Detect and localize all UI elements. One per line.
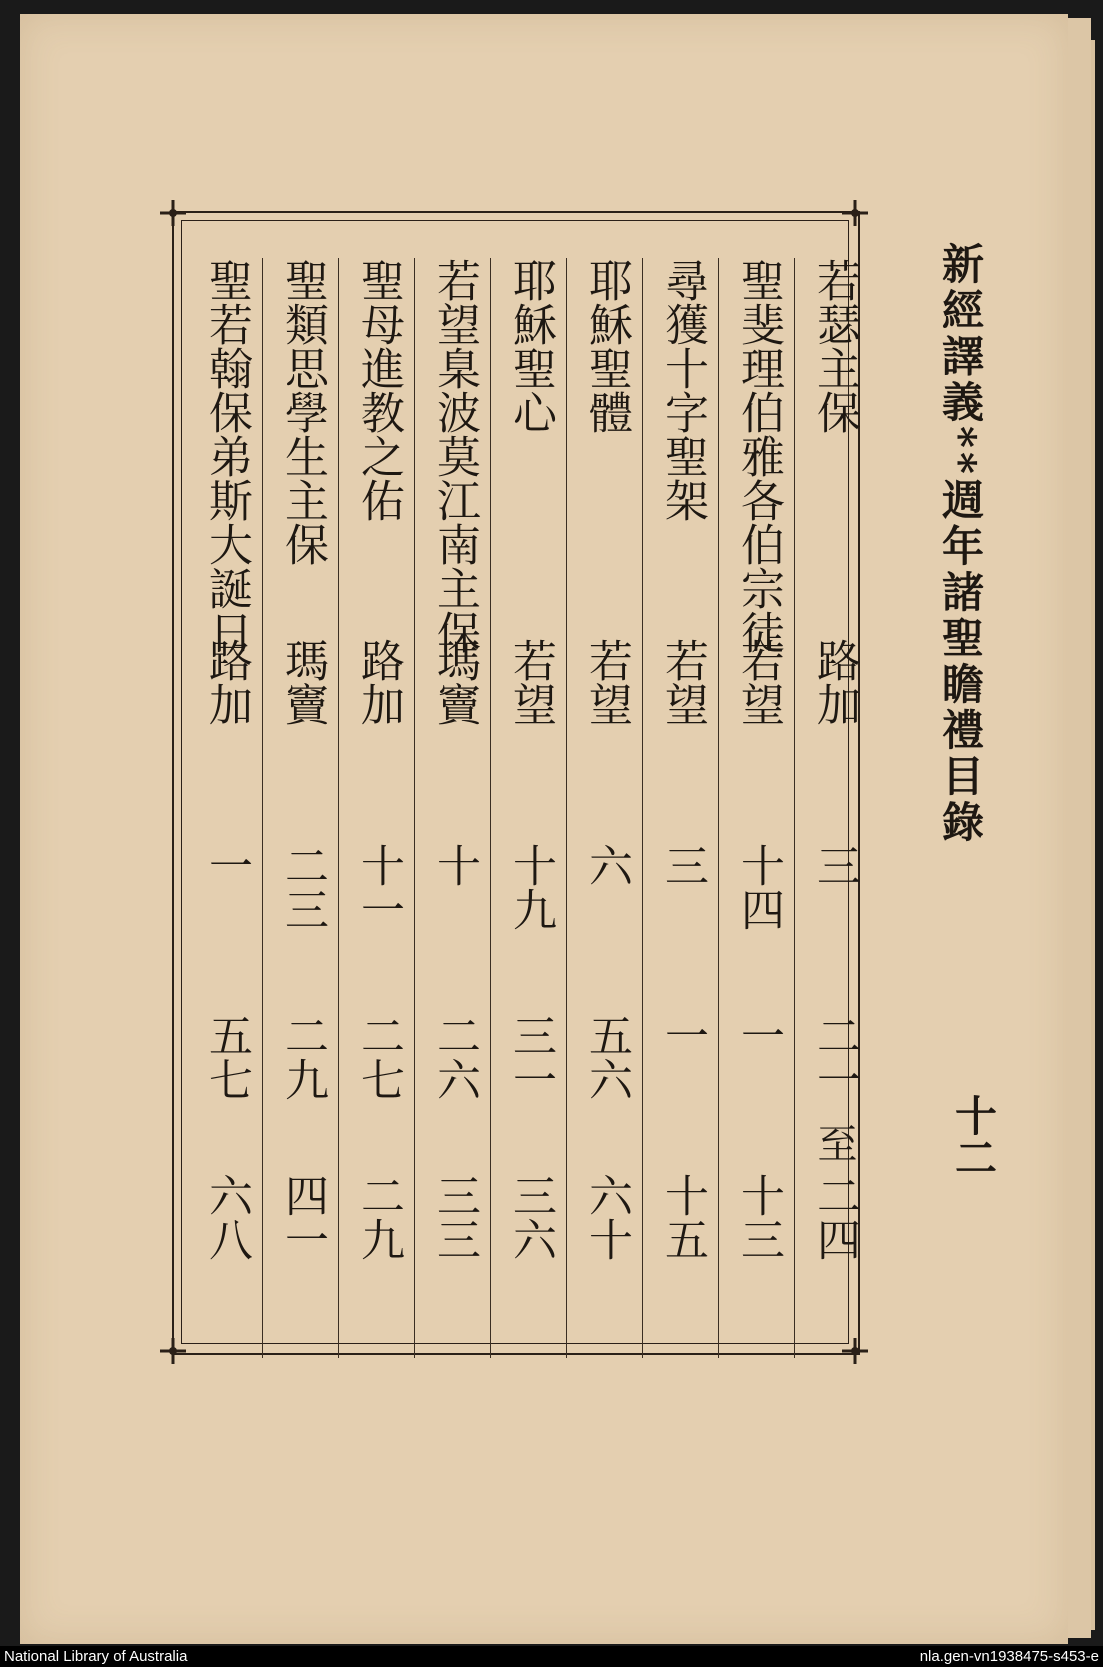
chapter: 六: [581, 843, 632, 887]
corner-ornament-icon: [160, 1338, 186, 1364]
column-rule: [262, 258, 263, 1358]
chapter: 一: [201, 843, 252, 887]
verse-to: 六八: [201, 1173, 252, 1261]
verse-from: 二六: [429, 1013, 480, 1101]
book-page: [20, 14, 1068, 1644]
feast-title: 聖類思學生主保: [277, 258, 328, 566]
footer-identifier: nla.gen-vn1938475-s453-e: [919, 1648, 1099, 1665]
footer-credit: National Library of Australia: [4, 1648, 188, 1665]
column-rule: [718, 258, 719, 1358]
chapter: 十一: [353, 843, 404, 931]
gospel-book: 若望: [733, 638, 784, 726]
column-rule: [414, 258, 415, 1358]
verse-from: 一: [657, 1013, 708, 1057]
feast-title: 聖母進教之佑: [353, 258, 404, 522]
page-number: 十二: [949, 1094, 998, 1178]
feast-title: 耶穌聖體: [581, 258, 632, 434]
verse-from: 二九: [277, 1013, 328, 1101]
verse-from: 五七: [201, 1013, 252, 1101]
gospel-book: 瑪竇: [429, 638, 480, 726]
feast-title: 聖斐理伯雅各伯宗徒: [733, 258, 784, 654]
table-row: [191, 258, 261, 1358]
gospel-book: 若望: [657, 638, 708, 726]
table-row: [571, 258, 641, 1358]
footer-bar: [0, 1646, 1103, 1667]
verse-to: 三三: [429, 1173, 480, 1261]
chapter: 三: [809, 843, 860, 887]
gospel-book: 若望: [505, 638, 556, 726]
verse-from: 三一: [505, 1013, 556, 1101]
table-row: [495, 258, 565, 1358]
column-rule: [338, 258, 339, 1358]
verse-to: 二四: [809, 1173, 860, 1261]
column-rule: [490, 258, 491, 1358]
table-row: [419, 258, 489, 1358]
table-row: [647, 258, 717, 1358]
chapter: 十四: [733, 843, 784, 931]
feast-title: 若望臬波莫江南主保: [429, 258, 480, 654]
feast-title: 耶穌聖心: [505, 258, 556, 434]
gospel-book: 路加: [809, 638, 860, 726]
chapter: 十: [429, 843, 480, 887]
table-row: [343, 258, 413, 1358]
verse-from: 一: [733, 1013, 784, 1057]
corner-ornament-icon: [842, 200, 868, 226]
verse-to: 三六: [505, 1173, 556, 1261]
column-rule: [566, 258, 567, 1358]
verse-to: 二九: [353, 1173, 404, 1261]
feast-title: 尋獲十字聖架: [657, 258, 708, 522]
verse-from: 二一: [809, 1013, 860, 1101]
table-row: [799, 258, 869, 1358]
gospel-book: 路加: [353, 638, 404, 726]
verse-from: 二七: [353, 1013, 404, 1101]
verse-to: 十五: [657, 1173, 708, 1261]
feast-title: 聖若翰保弟斯大誕日: [201, 258, 252, 654]
verse-to: 四一: [277, 1173, 328, 1261]
page-heading: 新經譯義**週年諸聖瞻禮目錄: [936, 242, 985, 846]
chapter: 二三: [277, 843, 328, 931]
gospel-book: 瑪竇: [277, 638, 328, 726]
corner-ornament-icon: [160, 200, 186, 226]
feast-title: 若瑟主保: [809, 258, 860, 434]
column-rule: [794, 258, 795, 1358]
gospel-book: 路加: [201, 638, 252, 726]
verse-from: 五六: [581, 1013, 632, 1101]
chapter: 三: [657, 843, 708, 887]
range-to: 至: [811, 1123, 857, 1163]
gospel-book: 若望: [581, 638, 632, 726]
table-row: [723, 258, 793, 1358]
verse-to: 六十: [581, 1173, 632, 1261]
chapter: 十九: [505, 843, 556, 931]
column-rule: [642, 258, 643, 1358]
verse-to: 十三: [733, 1173, 784, 1261]
table-row: [267, 258, 337, 1358]
